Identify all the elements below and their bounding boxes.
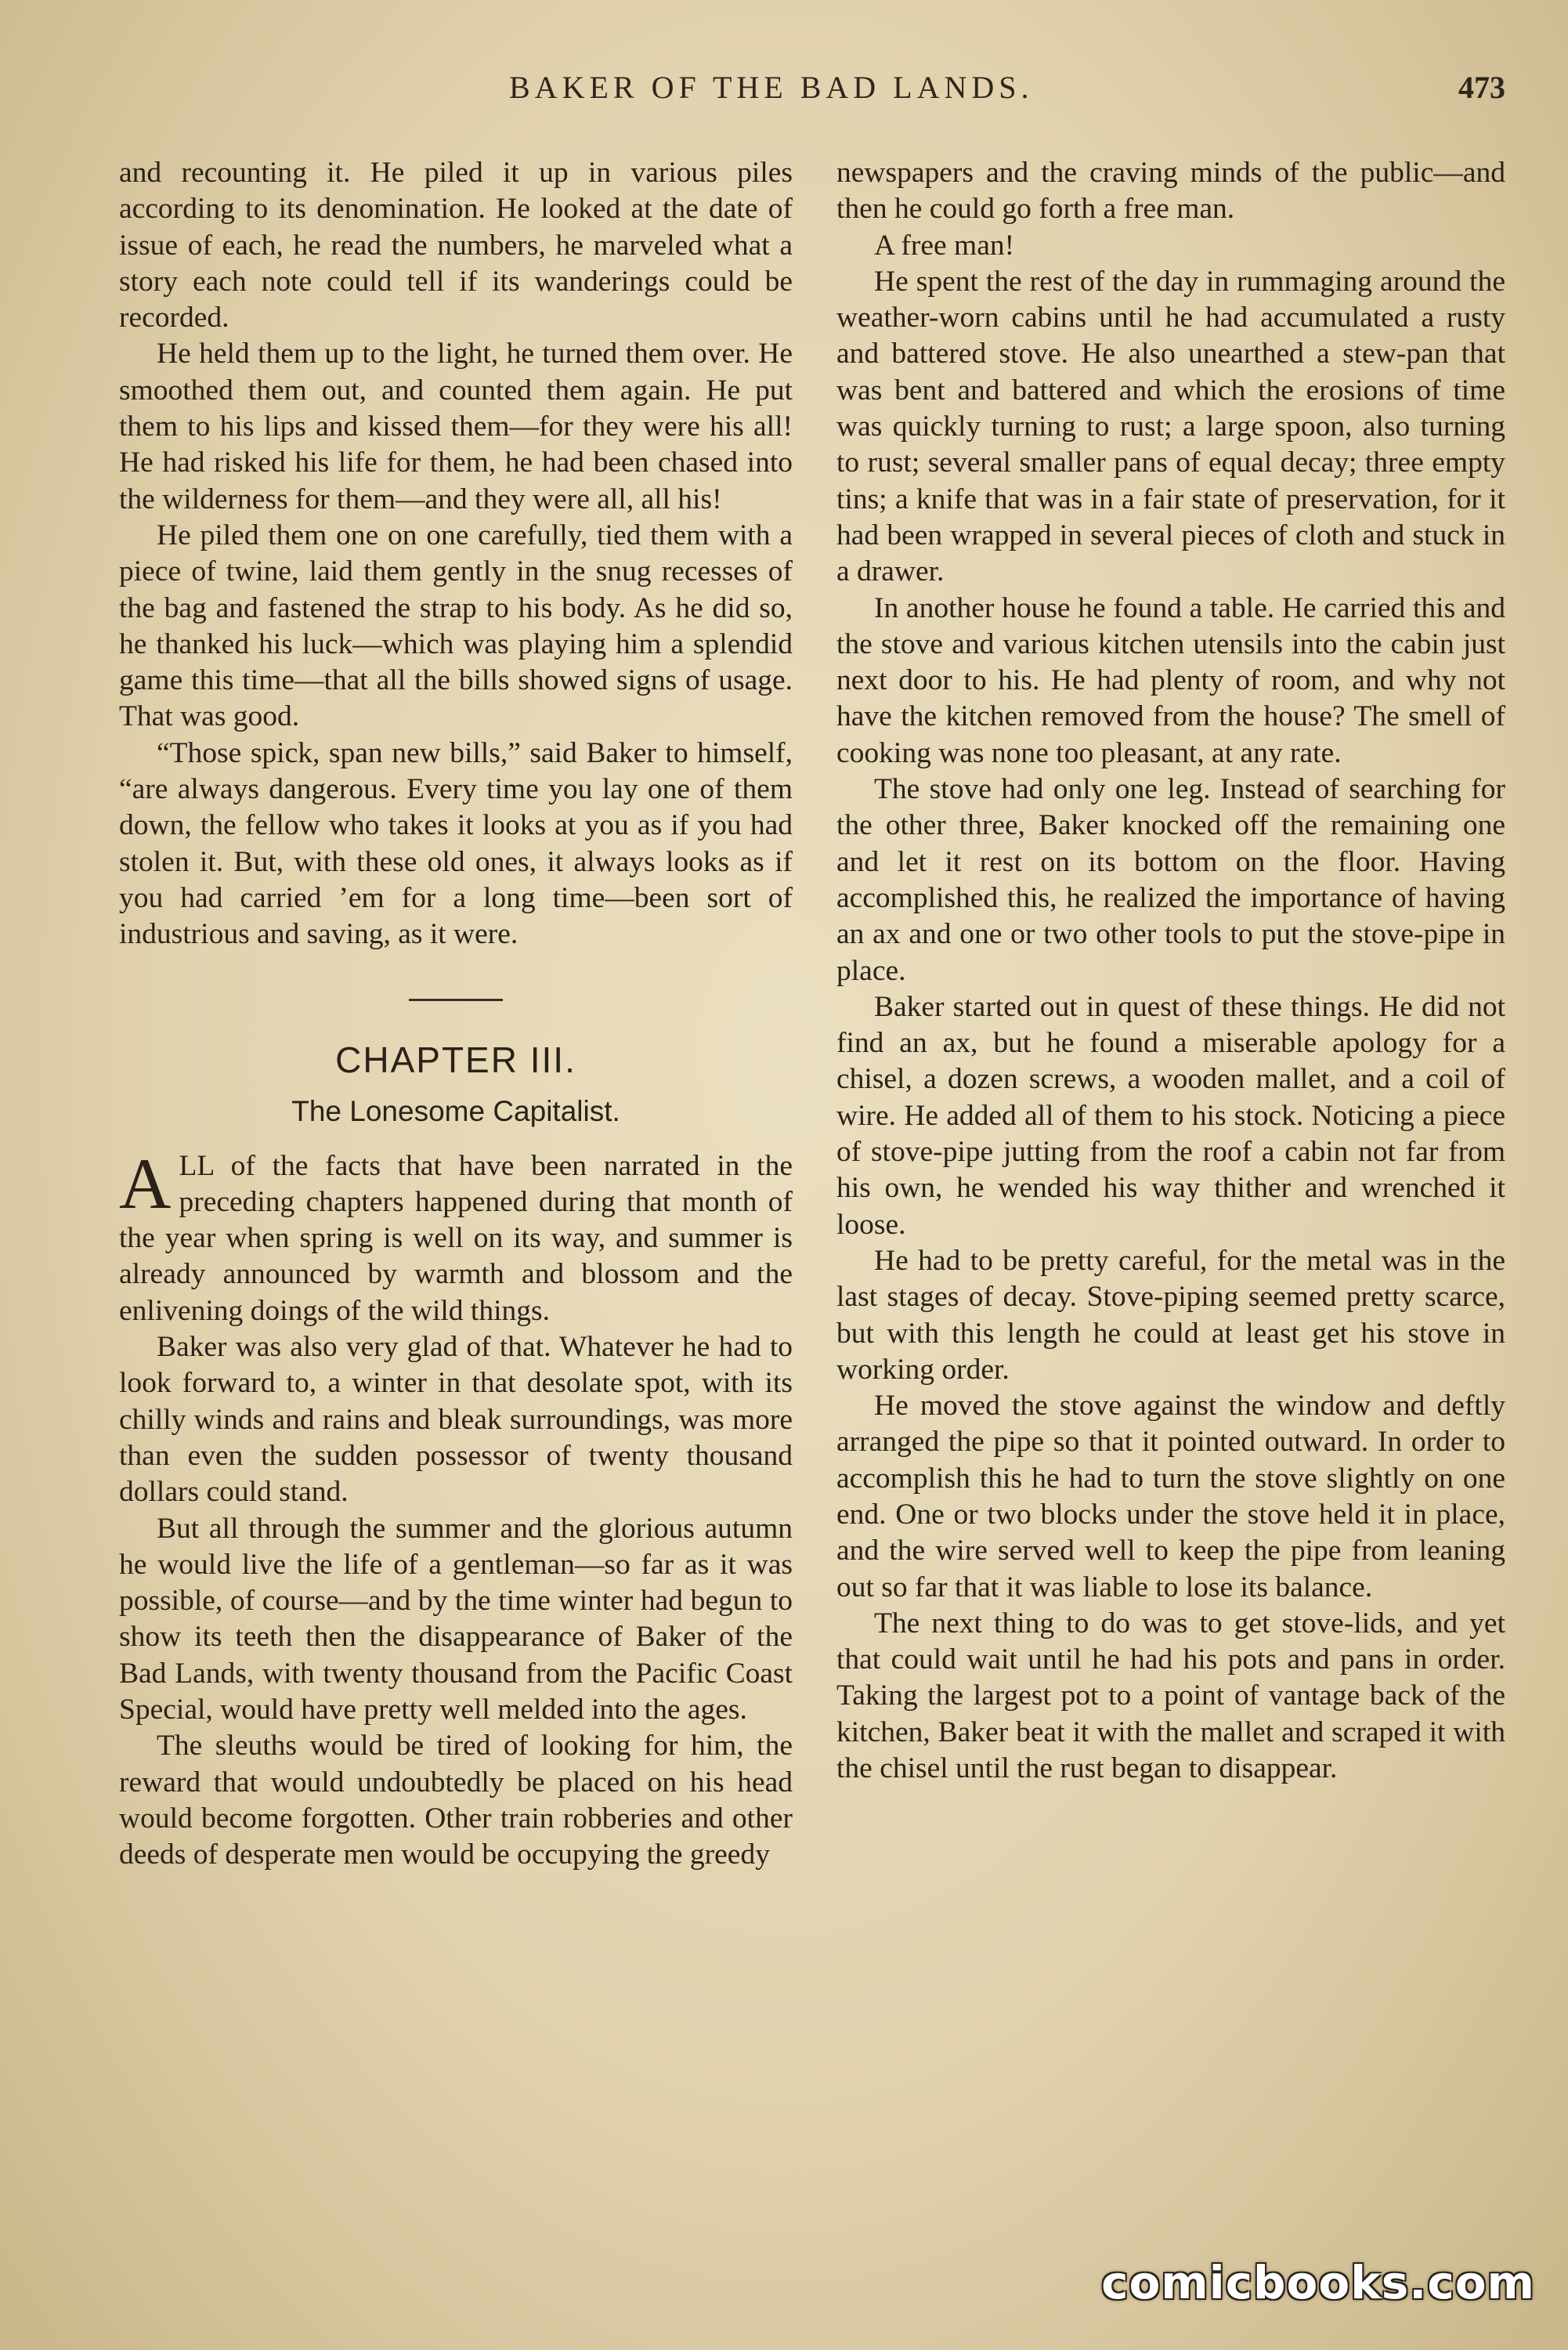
paragraph: He moved the stove against the window and deftly arranged the pipe so that it pointed outward. In order to accomplish this he had to turn the stove slightly on one end. One or two blocks under the stove held it in place, and the wire served well to keep the pipe from leaning out so far that it was liable to lose its balance. [836, 1390, 1505, 1603]
page-header [0, 69, 1568, 116]
paragraph: He piled them one on one carefully, tied them with a piece of twine, laid them gently in the snug recesses of the bag and fastened the strap to his body. As he did so, he thanked his luck—which was playing him a splendid game this time—that all the bills showed signs of usage. That was good. [119, 519, 793, 733]
paragraph: But all through the summer and the glorious autumn he would live the life of a gentleman—so far as it was possible, of course—and by the time winter had begun to show its teeth then the disappearance of Baker of the Bad Lands, with twenty thousand from the Pacific Coast Special, would have pretty well melded into the ages. [119, 1512, 793, 1726]
paragraph: A free man! [874, 229, 1015, 262]
chapter-opening-paragraph [119, 1143, 793, 1329]
right-column [836, 155, 1505, 1787]
paragraph: In another house he found a table. He carried this and the stove and various kitchen utensils into the cabin just next door to his. He had plenty of room, and why not have the kitchen removed from the house? The smell of cooking was none too pleasant, at any rate. [836, 591, 1505, 769]
site-watermark: comicbooks.com [1101, 2256, 1535, 2309]
running-title: BAKER OF THE BAD LANDS. [509, 70, 1034, 105]
left-column [119, 155, 793, 1873]
paragraph: The sleuths would be tired of looking for him, the reward that would undoubtedly be placed on his head would become forgotten. Other train robberies and other deeds of desperate men would be occupying the greedy [119, 1730, 793, 1871]
paragraph: “Those spick, span new bills,” said Baker to himself, “are always dangerous. Every time you lay one of them down, the fellow who takes it looks at you as if you had stolen it. But, with these old ones, it always looks as if you had carried ’em for a long time—been sort of industrious and saving, as it were. [119, 736, 793, 951]
chapter-subtitle: The Lonesome Capitalist. [291, 1094, 620, 1127]
paragraph: He had to be pretty careful, for the metal was in the last stages of decay. Stove-piping seemed pretty scarce, but with this length he could at least get his stove in working order. [836, 1244, 1505, 1386]
paragraph: The next thing to do was to get stove-lids, and yet that could wait until he had his pots and pans in order. Taking the largest pot to a point of vantage back of the kitchen, Baker beat it with the mallet and scraped it with the chisel until the rust began to disappear. [836, 1607, 1505, 1785]
paragraph: He spent the rest of the day in rummaging around the weather-worn cabins until he had accumulated a rusty and battered stove. He also unearthed a stew-pan that was bent and battered and which the erosions of time was quickly turning to rust; a large spoon, also turning to rust; several smaller pans of equal decay; three empty tins; a knife that was in a fair state of preservation, for it had been wrapped in several pieces of cloth and stuck in a drawer. [836, 265, 1505, 588]
drop-cap: A [119, 1143, 172, 1224]
chapter-divider [409, 999, 503, 1001]
page-number: 473 [1458, 70, 1505, 105]
chapter-opening-text: LL of the facts that have been narrated in the preceding chapters happened during that month of the year when spring is well on its way, and summer is already announced by warmth and blossom and the enlivening doings of the wild things. [119, 1149, 793, 1327]
paragraph: and recounting it. He piled it up in various piles according to its denomination. He looked at the date of issue of each, he read the numbers, he marveled what a story each note could tell if its wanderings could be recorded. [119, 157, 793, 334]
paragraph: Baker started out in quest of these things. He did not find an ax, but he found a miserable apology for a chisel, a dozen screws, a wooden mallet, and a coil of wire. He added all of them to his stock. Noticing a piece of stove-pipe jutting from the roof a cabin not far from his own, he wended his way thither and wrenched it loose. [836, 990, 1505, 1241]
chapter-title: CHAPTER III. [335, 1039, 576, 1080]
paragraph: Baker was also very glad of that. Whatever he had to look forward to, a winter in that desolate spot, with its chilly winds and rains and bleak surroundings, was more than even the sudden possessor of twenty thousand dollars could stand. [119, 1331, 793, 1509]
paragraph: He held them up to the light, he turned them over. He smoothed them out, and counted them again. He put them to his lips and kissed them—for they were his all! He had risked his life for them, he had been chased into the wilderness for them—and they were all, all his! [119, 338, 793, 515]
paragraph: newspapers and the craving minds of the public—and then he could go forth a free man. [836, 157, 1505, 226]
paragraph: The stove had only one leg. Instead of searching for the other three, Baker knocked off the remaining one and let it rest on its bottom on the floor. Having accomplished this, he realized the importance of having an ax and one or two other tools to put the stove-pipe in place. [836, 773, 1505, 987]
